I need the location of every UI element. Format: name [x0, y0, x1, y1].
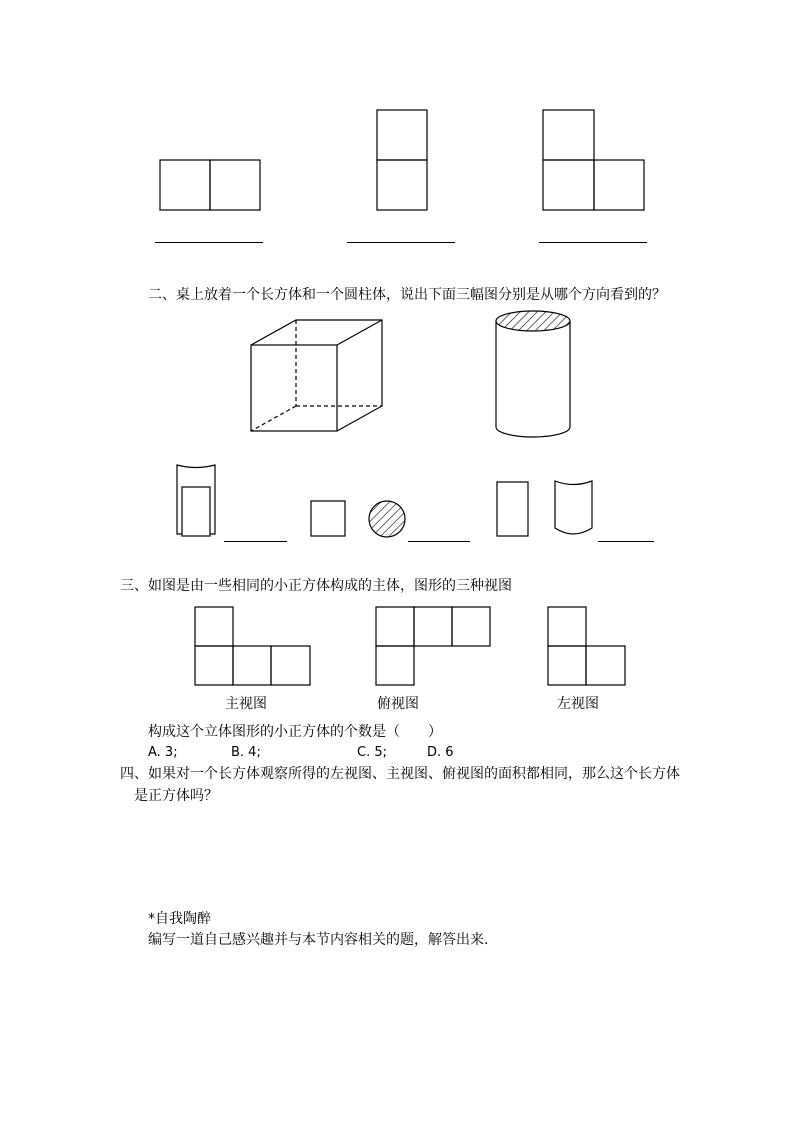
- self-reflection-title: *自我陶醉: [148, 911, 211, 927]
- section4-question-line1: 四、如果对一个长方体观察所得的左视图、主视图、俯视图的面积都相同，那么这个长方体: [120, 766, 680, 782]
- section2-question: 二、桌上放着一个长方体和一个圆柱体，说出下面三幅图分别是从哪个方向看到的？: [148, 287, 666, 303]
- figure-two-squares-vertical: [377, 110, 427, 210]
- figure-view-rectangle: [497, 482, 528, 536]
- section3-intro: 三、如图是由一些相同的小正方体构成的主体，图形的三种视图: [120, 578, 512, 594]
- figure-front-view: [195, 607, 310, 685]
- answer-blank-2[interactable]: [347, 242, 455, 243]
- figure-view-combo: [177, 465, 215, 536]
- option-a[interactable]: A. 3;: [148, 745, 178, 760]
- section3-question: 构成这个立体图形的小正方体的个数是（ ）: [148, 724, 442, 740]
- figure-view-cylinder-side: [555, 481, 592, 534]
- figure-view-hatched-circle: [369, 501, 405, 537]
- label-top-view: 俯视图: [377, 696, 419, 712]
- view-answer-blank-3[interactable]: [598, 541, 654, 542]
- figure-two-squares-horizontal: [160, 160, 260, 210]
- figure-cuboid: [251, 320, 382, 431]
- option-b[interactable]: B. 4;: [231, 745, 261, 760]
- section4-question-line2: 是正方体吗？: [134, 788, 218, 804]
- option-d[interactable]: D. 6: [427, 745, 454, 760]
- figure-l-shape-three-squares: [543, 110, 644, 210]
- figure-left-view: [548, 607, 625, 685]
- figure-view-square: [311, 501, 345, 536]
- answer-blank-1[interactable]: [155, 242, 263, 243]
- option-c[interactable]: C. 5;: [357, 745, 387, 760]
- answer-blank-3[interactable]: [539, 242, 647, 243]
- figure-cylinder: [496, 311, 570, 437]
- view-answer-blank-2[interactable]: [408, 541, 470, 542]
- view-answer-blank-1[interactable]: [224, 541, 287, 542]
- self-reflection-task: 编写一道自己感兴趣并与本节内容相关的题，解答出来.: [148, 932, 489, 948]
- label-left-view: 左视图: [557, 696, 599, 712]
- label-front-view: 主视图: [225, 696, 267, 712]
- figure-top-view: [376, 607, 490, 685]
